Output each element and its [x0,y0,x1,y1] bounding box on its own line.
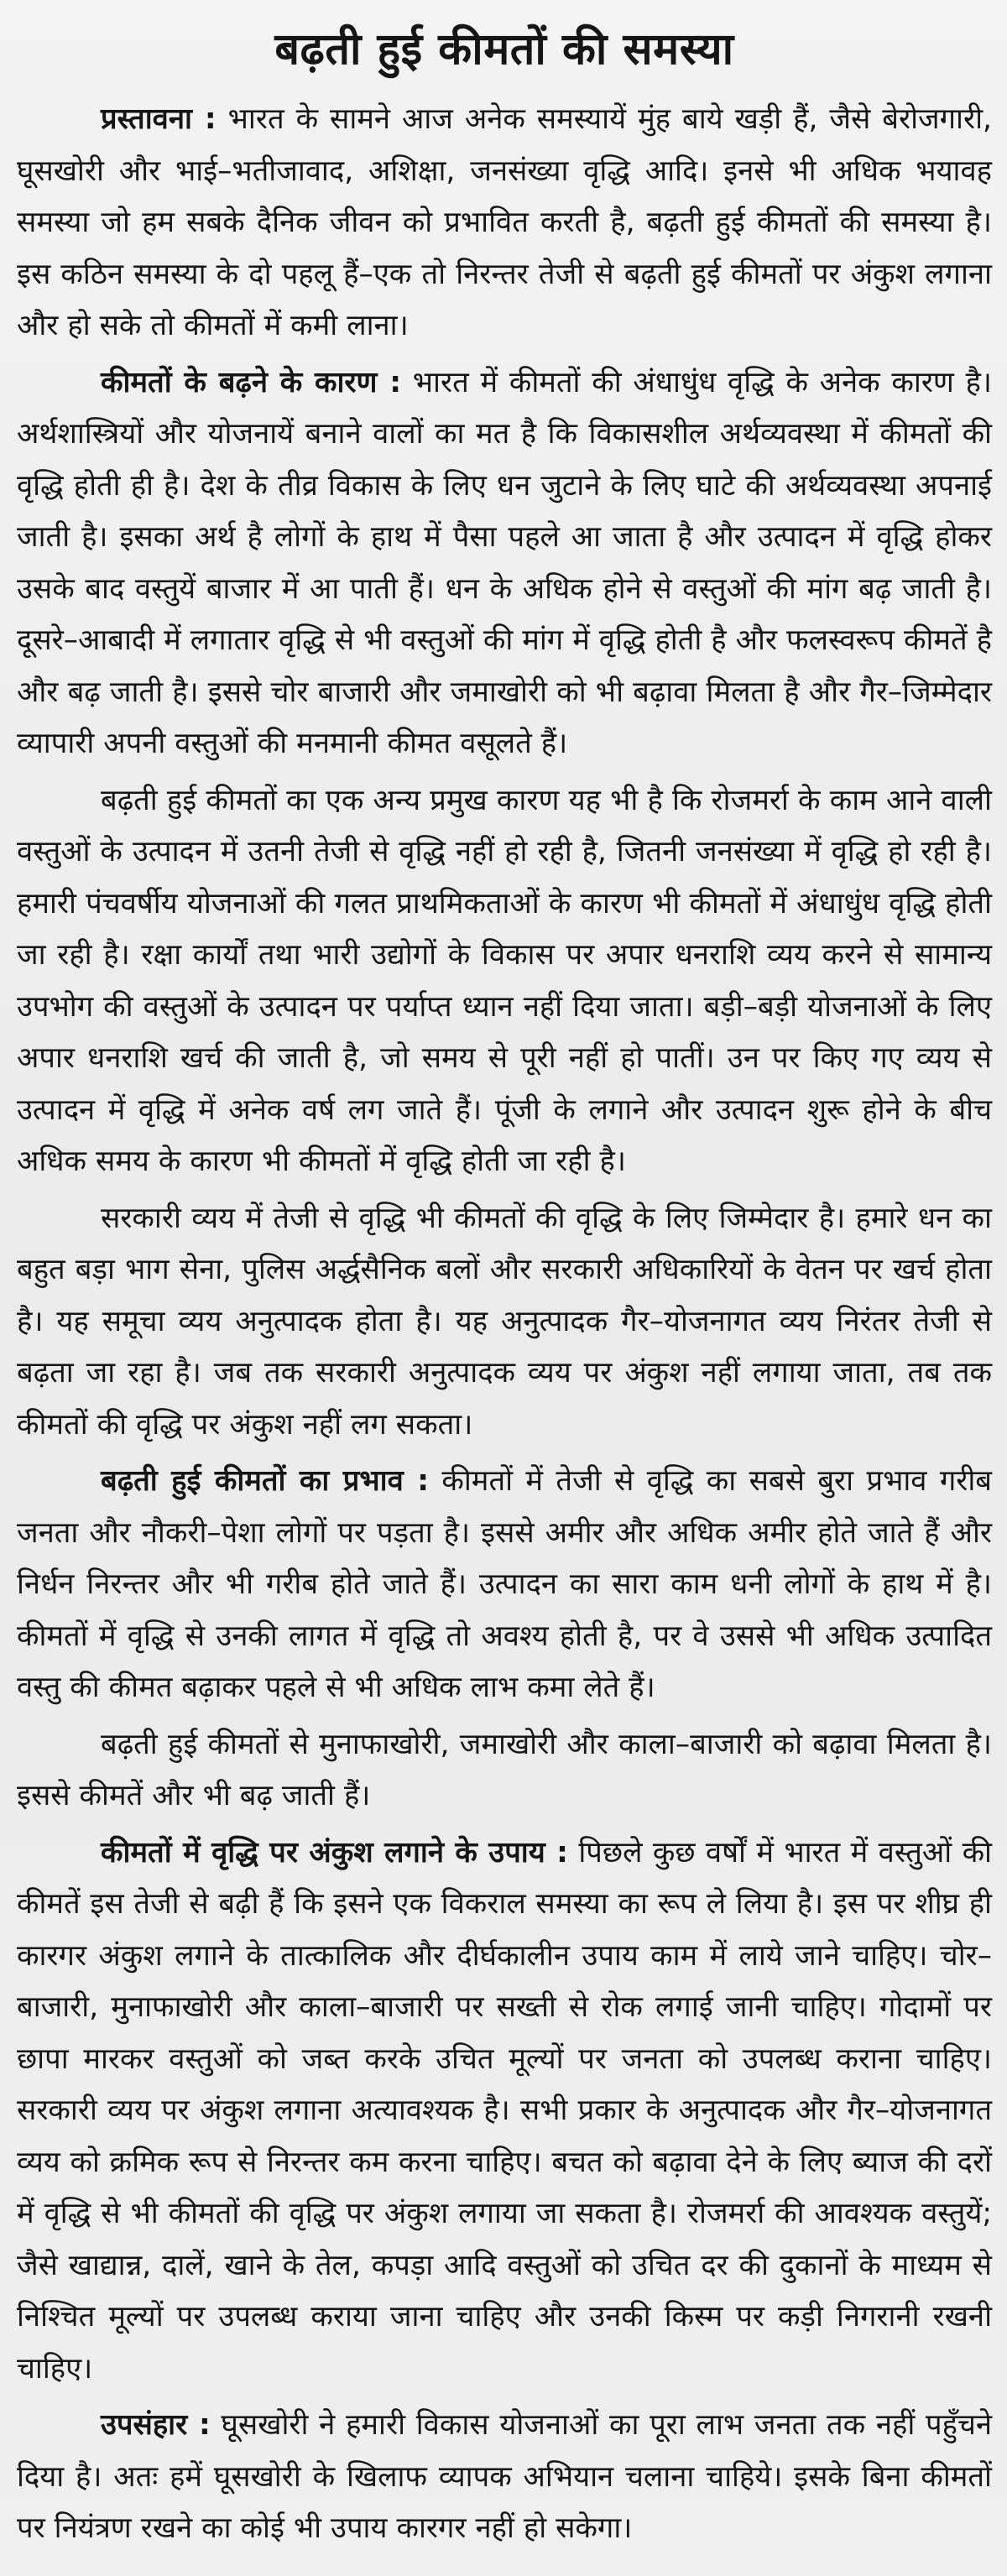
section-introduction [17,94,992,352]
section-causes [17,357,992,770]
section-heading: बढ़ती हुई कीमतों का प्रभाव : [101,1464,429,1498]
section-text: घूसखोरी ने हमारी विकास योजनाओं का पूरा लाभ जनता तक नहीं पहुँचने दिया है। अतः हमें घूसखोरी के खिलाफ व्यापक अभियान चलाना चाहिये। इसके बिना कीमतों पर नियंत्रण रखने का कोई भी उपाय कारगर नहीं हो सकेगा। [17,2408,992,2545]
section-text: कीमतों में तेजी से वृद्धि का सबसे बुरा प्रभाव गरीब जनता और नौकरी–पेशा लोगों पर पड़ता है। इससे अमीर और अधिक अमीर होते जाते हैं और निर्धन निरन्तर और भी गरीब होते जाते हैं। उत्पादन का सारा काम धनी लोगों के हाथ में है। कीमतों में वृद्धि से उनकी लागत में वृद्धि तो अवश्य होती है, पर वे उससे भी अधिक उत्पादित वस्तु की कीमत बढ़ाकर पहले से भी अधिक लाभ कमा लेते हैं। [17,1464,992,1704]
section-text: बढ़ती हुई कीमतों का एक अन्य प्रमुख कारण यह भी है कि रोजमर्रा के काम आने वाली वस्तुओं के उत्पादन में उतनी तेजी से वृद्धि नहीं हो रही है, जितनी जनसंख्या में वृद्धि हो रही है। हमारी पंचवर्षीय योजनाओं की गलत प्राथमिकताओं के कारण भी कीमतों में अंधाधुंध वृद्धि होती जा रही है। रक्षा कार्यों तथा भारी उद्योगों के विकास पर अपार धनराशि व्यय करने से सामान्य उपभोग की वस्तुओं के उत्पादन पर पर्याप्त ध्यान नहीं दिया जाता। बड़ी–बड़ी योजनाओं के लिए अपार धनराशि खर्च की जाती है, जो समय से पूरी नहीं हो पातीं। उन पर किए गए व्यय से उत्पादन में वृद्धि में अनेक वर्ष लग जाते हैं। पूंजी के लगाने और उत्पादन शुरू होने के बीच अधिक समय के कारण भी कीमतों में वृद्धि होती जा रही है। [17,783,992,1178]
section-remedies [17,1828,992,2396]
section-heading: उपसंहार : [101,2408,211,2442]
section-causes-continued-2 [17,1193,992,1452]
section-causes-continued-1 [17,775,992,1188]
essay-title: बढ़ती हुई कीमतों की समस्या [274,24,734,75]
section-effects-continued [17,1719,992,1822]
section-heading: कीमतों में वृद्धि पर अंकुश लगाने के उपाय : [101,1835,568,1869]
section-text: भारत में कीमतों की अंधाधुंध वृद्धि के अनेक कारण है। अर्थशास्त्रियों और योजनायें बनाने वालों का मत है कि विकासशील अर्थव्यवस्था में कीमतों की वृद्धि होती ही है। देश के तीव्र विकास के लिए धन जुटाने के लिए घाटे की अर्थव्यवस्था अपनाई जाती है। इसका अर्थ है लोगों के हाथ में पैसा पहले आ जाता है और उत्पादन में वृद्धि होकर उसके बाद वस्तुयें बाजार में आ पाती हैं। धन के अधिक होने से वस्तुओं की मांग बढ़ जाती है। दूसरे–आबादी में लगातार वृद्धि से भी वस्तुओं की मांग में वृद्धि होती है और फलस्वरूप कीमतें है और बढ़ जाती है। इससे चोर बाजारी और जमाखोरी को भी बढ़ावा मिलता है और गैर–जिम्मेदार व्यापारी अपनी वस्तुओं की मनमानी कीमत वसूलते हैं। [17,365,992,760]
section-heading: प्रस्तावना : [101,102,217,136]
section-text: बढ़ती हुई कीमतों से मुनाफाखोरी, जमाखोरी और काला–बाजारी को बढ़ावा मिलता है। इससे कीमतें और भी बढ़ जाती हैं। [17,1727,992,1812]
section-heading: कीमतों के बढ़ने के कारण : [101,365,402,399]
section-effects [17,1456,992,1714]
section-text: पिछले कुछ वर्षों में भारत में वस्तुओं की कीमतें इस तेजी से बढ़ी हैं कि इसने एक विकराल समस्या का रूप ले लिया है। इस पर शीघ्र ही कारगर अंकुश लगाने के तात्कालिक और दीर्घकालीन उपाय काम में लाये जाने चाहिए। चोर–बाजारी, मुनाफाखोरी और काला–बाजारी पर सख्ती से रोक लगाई जानी चाहिए। गोदामों पर छापा मारकर वस्तुओं को जब्त करके उचित मूल्यों पर जनता को उपलब्ध कराना चाहिए। सरकारी व्यय पर अंकुश लगाना अत्यावश्यक है। सभी प्रकार के अनुत्पादक और गैर–योजनागत व्यय को क्रमिक रूप से निरन्तर कम करना चाहिए। बचत को बढ़ावा देने के लिए ब्याज की दरों में वृद्धि से भी कीमतों की वृद्धि पर अंकुश लगाया जा सकता है। रोजमर्रा की आवश्यक वस्तुयें; जैसे खाद्यान्न, दालें, खाने के तेल, कपड़ा आदि वस्तुओं को उचित दर की दुकानों के माध्यम से निश्चित मूल्यों पर उपलब्ध कराया जाना चाहिए और उनकी किस्म पर कड़ी निगरानी रखनी चाहिए। [17,1835,992,2386]
section-text: सरकारी व्यय में तेजी से वृद्धि भी कीमतों की वृद्धि के लिए जिम्मेदार है। हमारे धन का बहुत बड़ा भाग सेना, पुलिस अर्द्धसैनिक बलों और सरकारी अधिकारियों के वेतन पर खर्च होता है। यह समूचा व्यय अनुत्पादक होता है। यह अनुत्पादक गैर–योजनागत व्यय निरंतर तेजी से बढ़ता जा रहा है। जब तक सरकारी अनुत्पादक व्यय पर अंकुश नहीं लगाया जाता, तब तक कीमतों की वृद्धि पर अंकुश नहीं लग सकता। [17,1201,992,1442]
section-text: भारत के सामने आज अनेक समस्यायें मुंह बाये खड़ी हैं, जैसे बेरोजगारी, घूसखोरी और भाई–भतीजावाद, अशिक्षा, जनसंख्या वृद्धि आदि। इनसे भी अधिक भयावह समस्या जो हम सबके दैनिक जीवन को प्रभावित करती है, बढ़ती हुई कीमतों की समस्या है। इस कठिन समस्या के दो पहलू हैं–एक तो निरन्तर तेजी से बढ़ती हुई कीमतों पर अंकुश लगाना और हो सके तो कीमतों में कमी लाना। [17,102,992,342]
section-conclusion [17,2400,992,2555]
